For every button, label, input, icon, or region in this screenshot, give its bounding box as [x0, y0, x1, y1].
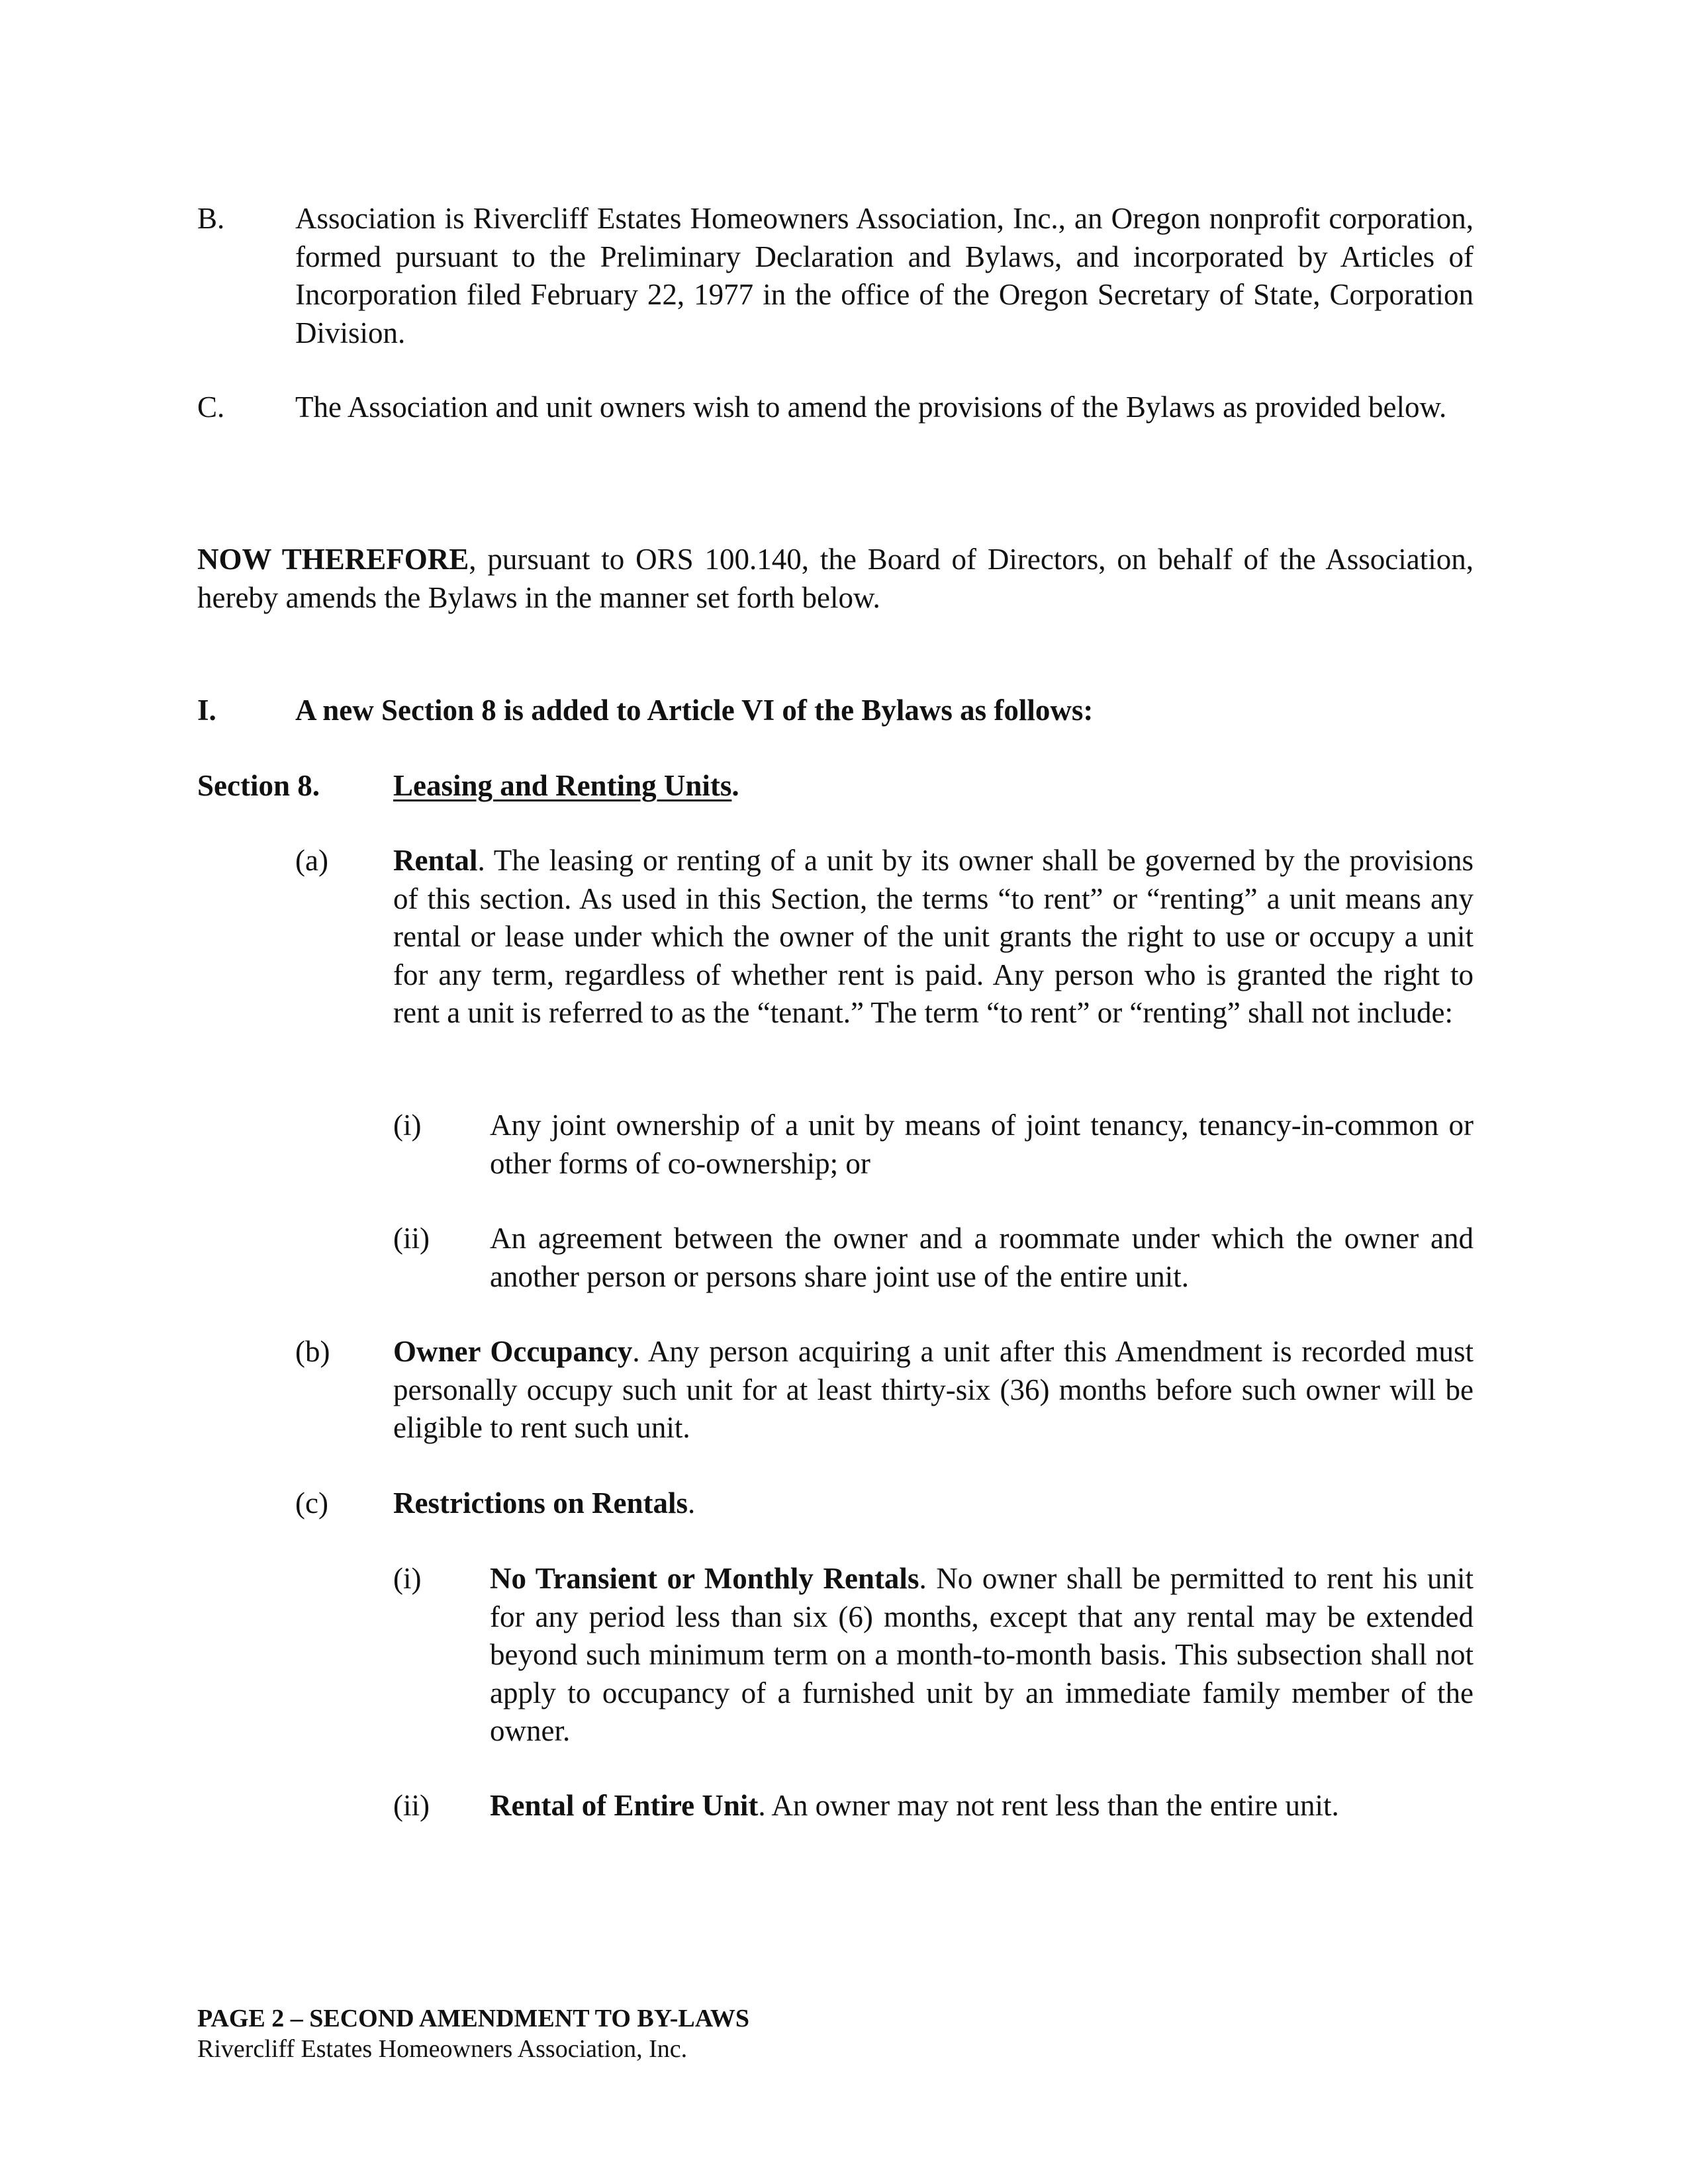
now-therefore-paragraph: [197, 541, 1474, 617]
recital-b-text: Association is Rivercliff Estates Homeowners Association, Inc., an Oregon nonprofit corporation, formed pursuant to the Preliminary Declaration and Bylaws, and incorporated by Articles of Incorporation filed February 22, 1977 in the office of the Oregon Secretary of State, Corporation Division.: [295, 202, 1474, 349]
subsection-b-text: Owner Occupancy. Any person acquiring a unit after this Amendment is recorded must personally occupy such unit for at least thirty-six (36) months before such owner will be eligible to rent such unit.: [393, 1335, 1474, 1444]
subsection-a-item-i-label: (i): [393, 1109, 422, 1142]
now-therefore-bold: NOW THEREFORE: [197, 543, 469, 576]
subsection-a-item-i-text: Any joint ownership of a unit by means of joint tenancy, tenancy-in-common or other forms of co-ownership; or: [490, 1109, 1474, 1180]
section-label: Section 8.: [197, 769, 320, 802]
subsection-a-label: (a): [295, 844, 328, 877]
subsection-b-label: (b): [295, 1335, 330, 1368]
subsection-c-item-ii-label: (ii): [393, 1789, 430, 1822]
footer-title: PAGE 2 – SECOND AMENDMENT TO BY-LAWS: [197, 2005, 750, 2032]
subsection-c-item-i-text: No Transient or Monthly Rentals. No owner shall be permitted to rent his unit for any period less than six (6) months, except that any rental may be extended beyond such minimum term on a month-to-month basis. This subsection shall not apply to occupancy of a furnished unit by an immediate family member of the owner.: [490, 1562, 1474, 1747]
footer-subtitle: Rivercliff Estates Homeowners Association, Inc.: [197, 2035, 688, 2063]
subsection-c-item-ii-title: Rental of Entire Unit: [490, 1789, 759, 1822]
subsection-a-text: Rental. The leasing or renting of a unit by its owner shall be governed by the provisions of this section. As used in this Section, the terms “to rent” or “renting” a unit means any rental or lease under which the owner of the unit grants the right to use or occupy a unit for any term, regardless of whether rent is paid. Any person who is granted the right to rent a unit is referred to as the “tenant.” The term “to rent” or “renting” shall not include:: [393, 844, 1474, 1029]
subsection-c-heading: Restrictions on Rentals.: [393, 1486, 696, 1520]
recital-c-text: The Association and unit owners wish to amend the provisions of the Bylaws as provided below.: [295, 390, 1447, 424]
subsection-a-item-ii-label: (ii): [393, 1222, 430, 1255]
subsection-a-item-ii-text: An agreement between the owner and a roommate under which the owner and another person or persons share joint use of the entire unit.: [490, 1222, 1474, 1293]
subsection-a-title: Rental: [393, 844, 478, 877]
subsection-c-item-i-label: (i): [393, 1562, 422, 1595]
article-heading: A new Section 8 is added to Article VI of the Bylaws as follows:: [295, 694, 1094, 727]
subsection-c-item-i-title: No Transient or Monthly Rentals: [490, 1562, 919, 1595]
recital-c-label: C.: [197, 390, 225, 424]
subsection-c-label: (c): [295, 1486, 328, 1520]
now-therefore-text: , pursuant to ORS 100.140, the Board of Directors, on behalf of the Association, hereby amends the Bylaws in the manner set forth below.: [197, 543, 1474, 614]
article-label: I.: [197, 694, 216, 727]
section-title: Leasing and Renting Units.: [393, 769, 739, 802]
subsection-b-title: Owner Occupancy: [393, 1335, 633, 1368]
section-title-text: Leasing and Renting Units: [393, 769, 732, 802]
subsection-c-title: Restrictions on Rentals: [393, 1486, 688, 1520]
subsection-c-item-ii-text: Rental of Entire Unit. An owner may not rent less than the entire unit.: [490, 1789, 1339, 1822]
recital-b-label: B.: [197, 202, 225, 235]
